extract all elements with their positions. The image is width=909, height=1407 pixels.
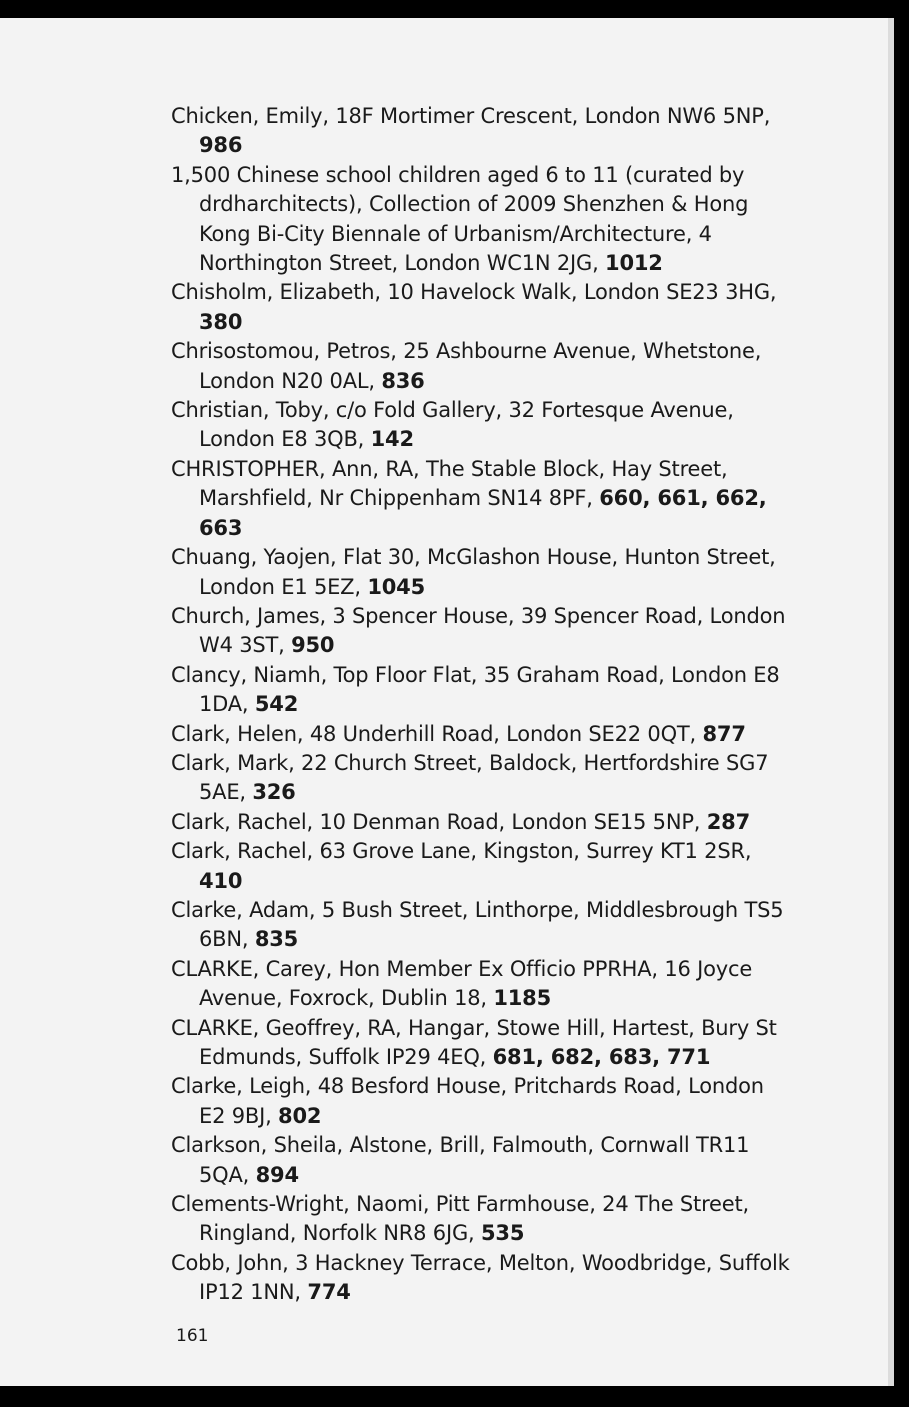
index-entry (171, 543, 791, 602)
index-entry (171, 337, 791, 396)
index-entry (171, 1190, 791, 1249)
entry-pages: 1045 (367, 574, 425, 599)
entry-text: 1,500 Chinese school children aged 6 to 11 (curated by drdharchitects), Collection of 2009 Shenzhen & Hong Kong Bi-City Biennale of Urbanism/Architecture, 4 Northington Street, London WC1N 2JG, (171, 162, 749, 276)
index-entry (171, 1131, 791, 1190)
entry-pages: 877 (702, 721, 746, 746)
entry-pages: 142 (370, 427, 414, 452)
entry-pages: 535 (481, 1221, 525, 1246)
entry-text: CHRISTOPHER, Ann, RA, The Stable Block, Hay Street, Marshfield, Nr Chippenham SN14 8PF, (171, 456, 728, 511)
index-entry (171, 278, 791, 337)
index-entry (171, 1249, 791, 1308)
entry-pages: 1185 (493, 986, 552, 1011)
index-entry (171, 808, 791, 837)
index-entry (171, 1014, 791, 1073)
entry-pages: 287 (706, 809, 751, 834)
entry-pages: 660, 661, 662, 663 (199, 486, 767, 540)
entry-pages: 986 (199, 133, 243, 158)
index-entry (171, 161, 791, 279)
entry-text: Clarkson, Sheila, Alstone, Brill, Falmouth, Cornwall TR11 5QA, (171, 1133, 750, 1187)
entry-text: Clarke, Adam, 5 Bush Street, Linthorpe, Middlesbrough TS5 6BN, (171, 897, 784, 952)
entry-pages: 836 (381, 368, 425, 393)
entry-pages: 542 (254, 692, 299, 717)
entry-text: Clark, Rachel, 10 Denman Road, London SE15 5NP, (171, 809, 701, 834)
index-entry (171, 396, 791, 455)
entry-text: Clark, Mark, 22 Church Street, Baldock, Hertfordshire SG7 5AE, (171, 750, 769, 805)
entry-pages: 894 (255, 1162, 299, 1187)
entry-text: CLARKE, Geoffrey, RA, Hangar, Stowe Hill, Hartest, Bury St Edmunds, Suffolk IP29 4EQ, (171, 1015, 777, 1069)
index-entry (171, 102, 791, 161)
entry-pages: 326 (252, 780, 296, 805)
entry-text: Chuang, Yaojen, Flat 30, McGlashon House, Hunton Street, London E1 5EZ, (171, 545, 776, 599)
entry-text: Cobb, John, 3 Hackney Terrace, Melton, Woodbridge, Suffolk IP12 1NN, (171, 1250, 790, 1305)
entry-text: CLARKE, Carey, Hon Member Ex Officio PPRHA, 16 Joyce Avenue, Foxrock, Dublin 18, (171, 956, 753, 1011)
entry-pages: 835 (254, 927, 299, 952)
index-entry (171, 602, 791, 661)
index-entry (171, 720, 791, 749)
entry-text: Christian, Toby, c/o Fold Gallery, 32 Fortesque Avenue, London E8 3QB, (171, 398, 734, 452)
book-page (0, 18, 894, 1386)
entry-text: Clancy, Niamh, Top Floor Flat, 35 Graham Road, London E8 1DA, (171, 662, 780, 717)
entry-text: Chisholm, Elizabeth, 10 Havelock Walk, London SE23 3HG, (171, 280, 777, 305)
index-entry (171, 749, 791, 808)
index-entry (171, 955, 791, 1014)
entry-pages: 380 (199, 309, 243, 334)
index-entry (171, 661, 791, 720)
index-entry (171, 837, 791, 896)
entry-pages: 774 (307, 1280, 351, 1305)
entry-text: Clarke, Leigh, 48 Besford House, Pritchards Road, London E2 9BJ, (171, 1074, 764, 1128)
entry-pages: 410 (199, 868, 243, 893)
entry-text: Clark, Helen, 48 Underhill Road, London SE22 0QT, (171, 721, 697, 746)
entry-pages: 681, 682, 683, 771 (492, 1045, 711, 1069)
index-entries (171, 102, 791, 1308)
index-entry (171, 455, 791, 543)
entry-pages: 1012 (605, 251, 663, 276)
entry-pages: 950 (291, 633, 335, 658)
entry-text: Chrisostomou, Petros, 25 Ashbourne Avenue, Whetstone, London N20 0AL, (171, 339, 762, 393)
page-number: 161 (176, 1326, 209, 1346)
entry-text: Church, James, 3 Spencer House, 39 Spencer Road, London W4 3ST, (171, 603, 786, 658)
entry-text: Clark, Rachel, 63 Grove Lane, Kingston, Surrey KT1 2SR, (171, 839, 752, 864)
entry-text: Chicken, Emily, 18F Mortimer Crescent, London NW6 5NP, (171, 104, 771, 128)
index-entry (171, 896, 791, 955)
entry-pages: 802 (278, 1103, 322, 1128)
index-entry (171, 1072, 791, 1131)
entry-text: Clements-Wright, Naomi, Pitt Farmhouse, 24 The Street, Ringland, Norfolk NR8 6JG, (171, 1192, 749, 1246)
